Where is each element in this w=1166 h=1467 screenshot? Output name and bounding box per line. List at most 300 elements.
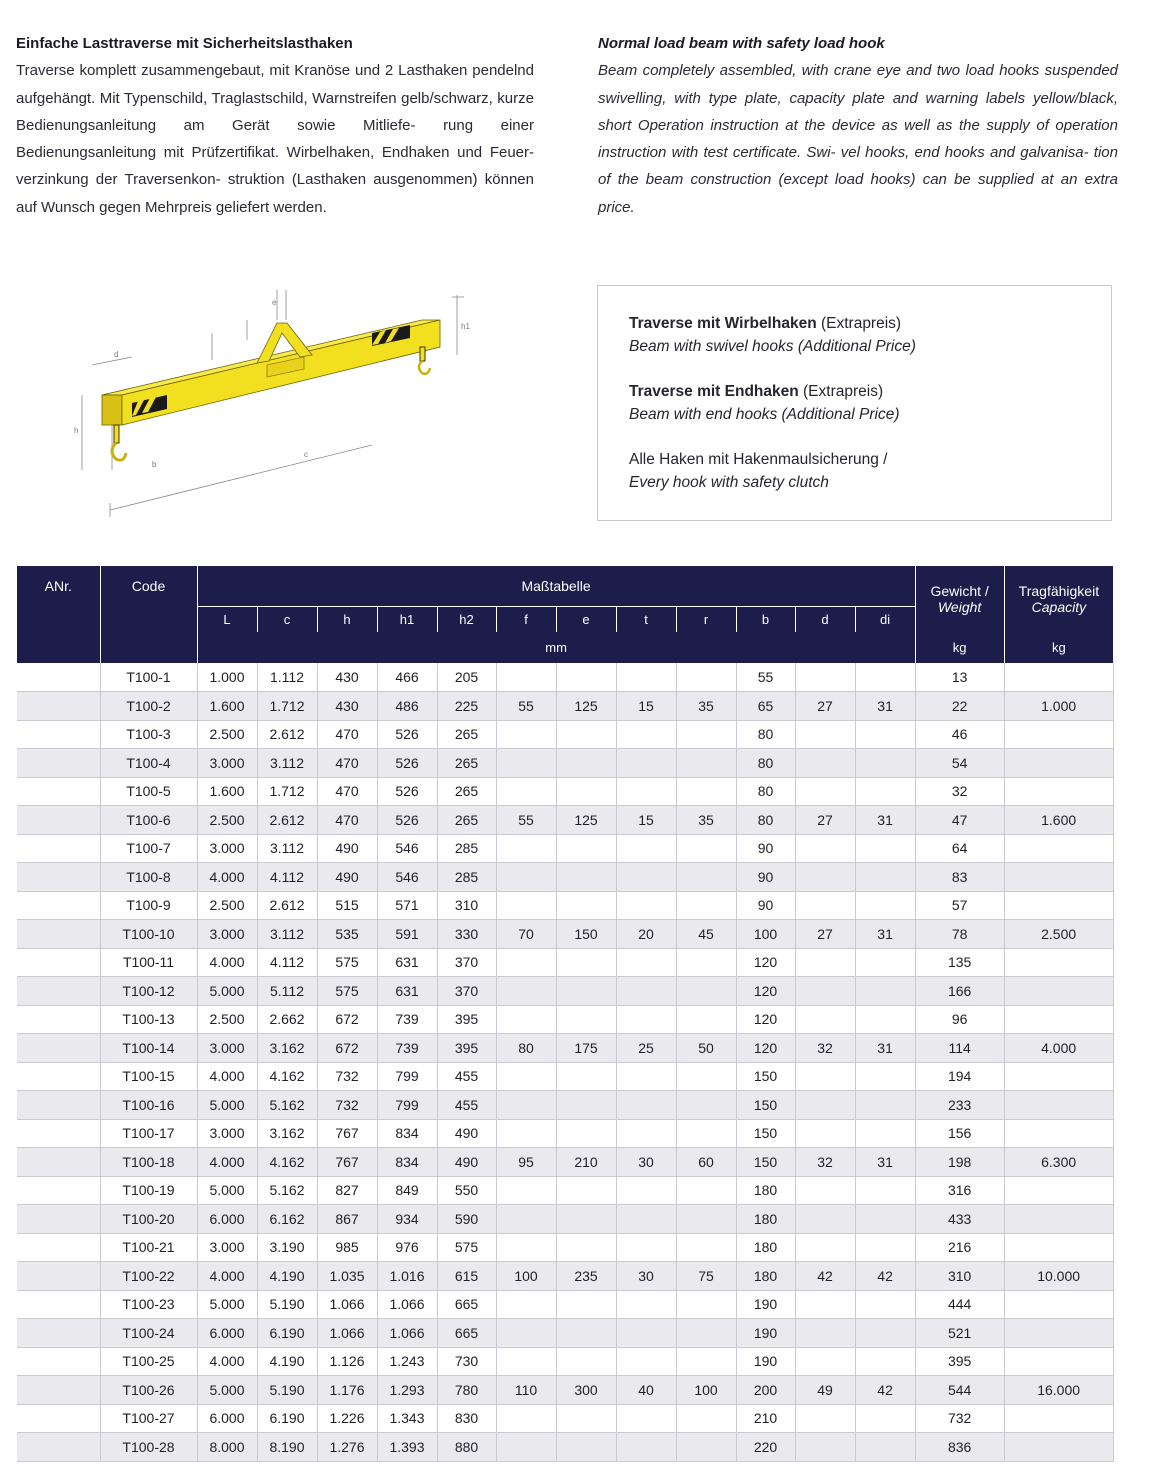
cell-b: 80 [736, 806, 795, 835]
cell-di [855, 1091, 915, 1120]
cell-h1: 526 [377, 720, 437, 749]
dimension-table [17, 566, 1114, 1462]
header-unit-anr [17, 632, 100, 663]
cell-f [496, 1119, 556, 1148]
cell-h1: 1.243 [377, 1347, 437, 1376]
cell-d [795, 777, 855, 806]
cell-e [556, 834, 616, 863]
cell-weight: 433 [915, 1205, 1004, 1234]
cell-h: 767 [317, 1119, 377, 1148]
cell-d [795, 1347, 855, 1376]
header-unit-weight: kg [915, 632, 1004, 663]
cell-r [676, 1205, 736, 1234]
cell-e [556, 777, 616, 806]
cell-c: 6.162 [257, 1205, 317, 1234]
cell-c: 5.190 [257, 1376, 317, 1405]
cell-c: 4.162 [257, 1062, 317, 1091]
cell-h2: 265 [437, 749, 496, 778]
cell-L: 5.000 [197, 1091, 257, 1120]
cell-h2: 615 [437, 1262, 496, 1291]
cell-e: 235 [556, 1262, 616, 1291]
cell-code: T100-20 [100, 1205, 197, 1234]
cell-d [795, 1433, 855, 1462]
cell-d: 27 [795, 692, 855, 721]
cell-b: 150 [736, 1062, 795, 1091]
cell-e [556, 863, 616, 892]
cell-anr [17, 1005, 100, 1034]
header-capacity-german: Tragfähigkeit [1018, 583, 1100, 599]
cell-d [795, 1233, 855, 1262]
cell-h1: 834 [377, 1119, 437, 1148]
cell-h: 827 [317, 1176, 377, 1205]
cell-di [855, 1119, 915, 1148]
cell-anr [17, 1034, 100, 1063]
cell-t [616, 1205, 676, 1234]
cell-f [496, 663, 556, 692]
cell-r: 60 [676, 1148, 736, 1177]
cell-di [855, 1319, 915, 1348]
cell-t [616, 948, 676, 977]
cell-e [556, 891, 616, 920]
cell-h2: 205 [437, 663, 496, 692]
cell-r [676, 720, 736, 749]
header-unit-capacity: kg [1004, 632, 1113, 663]
cell-e: 300 [556, 1376, 616, 1405]
cell-di: 31 [855, 1148, 915, 1177]
cell-h: 1.276 [317, 1433, 377, 1462]
cell-h1: 591 [377, 920, 437, 949]
cell-e [556, 1005, 616, 1034]
cell-h: 515 [317, 891, 377, 920]
cell-t: 15 [616, 806, 676, 835]
cell-t [616, 1233, 676, 1262]
cell-h2: 880 [437, 1433, 496, 1462]
cell-di: 42 [855, 1376, 915, 1405]
cell-b: 200 [736, 1376, 795, 1405]
cell-h2: 225 [437, 692, 496, 721]
cell-t [616, 1347, 676, 1376]
cell-weight: 194 [915, 1062, 1004, 1091]
cell-L: 4.000 [197, 1148, 257, 1177]
cell-weight: 114 [915, 1034, 1004, 1063]
cell-L: 4.000 [197, 1062, 257, 1091]
cell-anr [17, 663, 100, 692]
cell-h2: 665 [437, 1290, 496, 1319]
cell-r [676, 1062, 736, 1091]
cell-h2: 665 [437, 1319, 496, 1348]
cell-di [855, 1176, 915, 1205]
cell-b: 150 [736, 1148, 795, 1177]
table-row [17, 1404, 1113, 1433]
cell-di [855, 1347, 915, 1376]
cell-c: 6.190 [257, 1319, 317, 1348]
cell-L: 2.500 [197, 806, 257, 835]
end-hook-title: Traverse mit Endhaken [629, 383, 799, 400]
cell-h2: 455 [437, 1091, 496, 1120]
cell-code: T100-25 [100, 1347, 197, 1376]
cell-r [676, 1091, 736, 1120]
cell-e [556, 720, 616, 749]
cell-capacity [1004, 1347, 1113, 1376]
cell-f [496, 863, 556, 892]
cell-t [616, 1290, 676, 1319]
table-row [17, 920, 1113, 949]
cell-weight: 96 [915, 1005, 1004, 1034]
cell-L: 6.000 [197, 1205, 257, 1234]
cell-e [556, 1290, 616, 1319]
cell-d [795, 1205, 855, 1234]
cell-r [676, 1176, 736, 1205]
cell-b: 180 [736, 1176, 795, 1205]
cell-e [556, 1233, 616, 1262]
dim-label-b: b [152, 460, 157, 469]
cell-di [855, 1404, 915, 1433]
cell-weight: 22 [915, 692, 1004, 721]
cell-weight: 47 [915, 806, 1004, 835]
cell-c: 4.162 [257, 1148, 317, 1177]
cell-h1: 1.293 [377, 1376, 437, 1405]
cell-c: 4.112 [257, 948, 317, 977]
cell-h1: 1.066 [377, 1319, 437, 1348]
cell-weight: 316 [915, 1176, 1004, 1205]
cell-f [496, 1404, 556, 1433]
cell-capacity: 1.600 [1004, 806, 1113, 835]
table-row [17, 1262, 1113, 1291]
cell-h: 732 [317, 1062, 377, 1091]
cell-e [556, 1347, 616, 1376]
cell-d [795, 720, 855, 749]
cell-f [496, 834, 556, 863]
table-row [17, 749, 1113, 778]
cell-capacity [1004, 777, 1113, 806]
cell-capacity [1004, 1404, 1113, 1433]
cell-t [616, 1433, 676, 1462]
cell-h1: 1.016 [377, 1262, 437, 1291]
cell-b: 210 [736, 1404, 795, 1433]
header-col-t: t [616, 606, 676, 632]
cell-h1: 799 [377, 1091, 437, 1120]
cell-r [676, 948, 736, 977]
cell-t [616, 834, 676, 863]
cell-h2: 455 [437, 1062, 496, 1091]
end-hook-price-note: (Extrapreis) [798, 383, 884, 400]
cell-f: 70 [496, 920, 556, 949]
cell-t [616, 1091, 676, 1120]
table-row [17, 1062, 1113, 1091]
cell-capacity [1004, 720, 1113, 749]
cell-f [496, 749, 556, 778]
cell-h: 430 [317, 692, 377, 721]
cell-b: 120 [736, 977, 795, 1006]
cell-L: 4.000 [197, 948, 257, 977]
cell-weight: 135 [915, 948, 1004, 977]
cell-h2: 310 [437, 891, 496, 920]
cell-weight: 444 [915, 1290, 1004, 1319]
cell-weight: 32 [915, 777, 1004, 806]
cell-L: 8.000 [197, 1433, 257, 1462]
cell-f [496, 1319, 556, 1348]
cell-c: 4.112 [257, 863, 317, 892]
header-col-f: f [496, 606, 556, 632]
cell-t [616, 663, 676, 692]
cell-weight: 46 [915, 720, 1004, 749]
cell-h: 490 [317, 834, 377, 863]
cell-anr [17, 720, 100, 749]
beam-body [102, 320, 440, 425]
cell-t [616, 863, 676, 892]
cell-code: T100-22 [100, 1262, 197, 1291]
cell-capacity [1004, 948, 1113, 977]
cell-b: 150 [736, 1091, 795, 1120]
cell-h: 470 [317, 749, 377, 778]
cell-capacity [1004, 863, 1113, 892]
cell-h2: 285 [437, 834, 496, 863]
cell-f [496, 1005, 556, 1034]
cell-d: 32 [795, 1034, 855, 1063]
cell-capacity [1004, 663, 1113, 692]
cell-c: 5.190 [257, 1290, 317, 1319]
cell-anr [17, 1290, 100, 1319]
cell-c: 2.612 [257, 891, 317, 920]
table-body [17, 663, 1113, 1461]
cell-code: T100-11 [100, 948, 197, 977]
cell-t [616, 1404, 676, 1433]
cell-h2: 370 [437, 977, 496, 1006]
cell-c: 3.162 [257, 1034, 317, 1063]
intro-german-title: Einfache Lasttraverse mit Sicherheitslasthaken [16, 35, 353, 52]
cell-anr [17, 749, 100, 778]
cell-h1: 849 [377, 1176, 437, 1205]
cell-e [556, 749, 616, 778]
cell-L: 6.000 [197, 1404, 257, 1433]
intro-english-title: Normal load beam with safety load hook [598, 35, 885, 52]
cell-code: T100-2 [100, 692, 197, 721]
cell-weight: 83 [915, 863, 1004, 892]
cell-code: T100-21 [100, 1233, 197, 1262]
header-weight [915, 566, 1004, 632]
cell-r [676, 663, 736, 692]
table-row [17, 834, 1113, 863]
cell-h2: 490 [437, 1119, 496, 1148]
cell-h2: 265 [437, 720, 496, 749]
cell-anr [17, 1376, 100, 1405]
cell-c: 3.112 [257, 920, 317, 949]
cell-L: 4.000 [197, 1262, 257, 1291]
cell-h1: 631 [377, 977, 437, 1006]
cell-h2: 550 [437, 1176, 496, 1205]
cell-h2: 395 [437, 1005, 496, 1034]
cell-code: T100-26 [100, 1376, 197, 1405]
cell-r [676, 1233, 736, 1262]
cell-h1: 466 [377, 663, 437, 692]
cell-b: 190 [736, 1347, 795, 1376]
table-row [17, 1205, 1113, 1234]
table-row [17, 891, 1113, 920]
cell-h2: 265 [437, 777, 496, 806]
cell-weight: 233 [915, 1091, 1004, 1120]
cell-c: 5.162 [257, 1176, 317, 1205]
cell-di: 42 [855, 1262, 915, 1291]
cell-d [795, 977, 855, 1006]
cell-t: 25 [616, 1034, 676, 1063]
cell-c: 6.190 [257, 1404, 317, 1433]
header-col-L: L [197, 606, 257, 632]
cell-c: 1.712 [257, 777, 317, 806]
cell-b: 80 [736, 720, 795, 749]
cell-capacity [1004, 977, 1113, 1006]
table-row [17, 1347, 1113, 1376]
table-row [17, 1176, 1113, 1205]
cell-capacity [1004, 1319, 1113, 1348]
cell-c: 8.190 [257, 1433, 317, 1462]
cell-e: 125 [556, 692, 616, 721]
cell-h2: 730 [437, 1347, 496, 1376]
cell-L: 2.500 [197, 1005, 257, 1034]
cell-b: 180 [736, 1205, 795, 1234]
load-beam-illustration [72, 285, 492, 520]
cell-f: 100 [496, 1262, 556, 1291]
cell-h: 1.035 [317, 1262, 377, 1291]
cell-L: 3.000 [197, 920, 257, 949]
cell-code: T100-27 [100, 1404, 197, 1433]
cell-c: 3.112 [257, 749, 317, 778]
cell-t: 40 [616, 1376, 676, 1405]
cell-code: T100-12 [100, 977, 197, 1006]
cell-r [676, 1290, 736, 1319]
cell-capacity [1004, 1005, 1113, 1034]
cell-b: 120 [736, 1005, 795, 1034]
cell-anr [17, 1262, 100, 1291]
cell-L: 3.000 [197, 749, 257, 778]
cell-anr [17, 1205, 100, 1234]
cell-L: 5.000 [197, 1176, 257, 1205]
cell-capacity: 4.000 [1004, 1034, 1113, 1063]
table-row [17, 720, 1113, 749]
cell-c: 4.190 [257, 1347, 317, 1376]
cell-di [855, 663, 915, 692]
cell-r [676, 1119, 736, 1148]
cell-code: T100-13 [100, 1005, 197, 1034]
cell-capacity [1004, 1433, 1113, 1462]
cell-t [616, 891, 676, 920]
cell-di [855, 863, 915, 892]
cell-d [795, 1176, 855, 1205]
swivel-hook-price-note: (Extrapreis) [816, 315, 902, 332]
cell-r [676, 863, 736, 892]
cell-d [795, 863, 855, 892]
cell-c: 4.190 [257, 1262, 317, 1291]
cell-t [616, 777, 676, 806]
table-row [17, 1034, 1113, 1063]
cell-c: 2.662 [257, 1005, 317, 1034]
cell-weight: 732 [915, 1404, 1004, 1433]
cell-h1: 526 [377, 806, 437, 835]
cell-di: 31 [855, 806, 915, 835]
cell-h2: 830 [437, 1404, 496, 1433]
cell-h: 732 [317, 1091, 377, 1120]
cell-f: 55 [496, 806, 556, 835]
cell-anr [17, 920, 100, 949]
cell-b: 120 [736, 1034, 795, 1063]
cell-f: 55 [496, 692, 556, 721]
safety-clutch-english: Every hook with safety clutch [629, 474, 829, 491]
table-row [17, 863, 1113, 892]
cell-anr [17, 891, 100, 920]
cell-h: 490 [317, 863, 377, 892]
cell-h: 767 [317, 1148, 377, 1177]
cell-anr [17, 863, 100, 892]
safety-clutch-german: Alle Haken mit Hakenmaulsicherung / [629, 451, 888, 468]
cell-di [855, 1062, 915, 1091]
cell-h1: 571 [377, 891, 437, 920]
cell-t: 15 [616, 692, 676, 721]
table-row [17, 1433, 1113, 1462]
cell-d: 32 [795, 1148, 855, 1177]
cell-anr [17, 1433, 100, 1462]
cell-b: 150 [736, 1119, 795, 1148]
cell-f [496, 1233, 556, 1262]
cell-r [676, 777, 736, 806]
header-unit-mm: mm [197, 632, 915, 663]
cell-anr [17, 1119, 100, 1148]
cell-anr [17, 1404, 100, 1433]
cell-h: 1.066 [317, 1319, 377, 1348]
cell-h1: 934 [377, 1205, 437, 1234]
cell-r [676, 977, 736, 1006]
cell-d: 49 [795, 1376, 855, 1405]
cell-d [795, 1005, 855, 1034]
header-col-h1: h1 [377, 606, 437, 632]
cell-code: T100-14 [100, 1034, 197, 1063]
cell-t [616, 1062, 676, 1091]
cell-d [795, 948, 855, 977]
cell-anr [17, 1233, 100, 1262]
cell-h: 867 [317, 1205, 377, 1234]
cell-weight: 57 [915, 891, 1004, 920]
table-row [17, 1319, 1113, 1348]
cell-h: 1.176 [317, 1376, 377, 1405]
cell-code: T100-3 [100, 720, 197, 749]
cell-c: 2.612 [257, 806, 317, 835]
swivel-hook-option [629, 312, 1111, 358]
cell-c: 1.112 [257, 663, 317, 692]
cell-f [496, 1176, 556, 1205]
cell-f [496, 891, 556, 920]
cell-r: 35 [676, 806, 736, 835]
cell-h: 470 [317, 806, 377, 835]
cell-d [795, 891, 855, 920]
cell-code: T100-7 [100, 834, 197, 863]
cell-L: 3.000 [197, 1233, 257, 1262]
table-row [17, 1005, 1113, 1034]
cell-di [855, 749, 915, 778]
cell-r [676, 1433, 736, 1462]
cell-h2: 395 [437, 1034, 496, 1063]
cell-h2: 330 [437, 920, 496, 949]
cell-f: 80 [496, 1034, 556, 1063]
cell-capacity: 6.300 [1004, 1148, 1113, 1177]
cell-c: 3.162 [257, 1119, 317, 1148]
cell-d [795, 749, 855, 778]
cell-b: 80 [736, 777, 795, 806]
cell-h1: 1.393 [377, 1433, 437, 1462]
table-row [17, 777, 1113, 806]
cell-f [496, 1433, 556, 1462]
cell-h1: 1.066 [377, 1290, 437, 1319]
cell-code: T100-19 [100, 1176, 197, 1205]
cell-d [795, 1062, 855, 1091]
cell-h1: 546 [377, 863, 437, 892]
